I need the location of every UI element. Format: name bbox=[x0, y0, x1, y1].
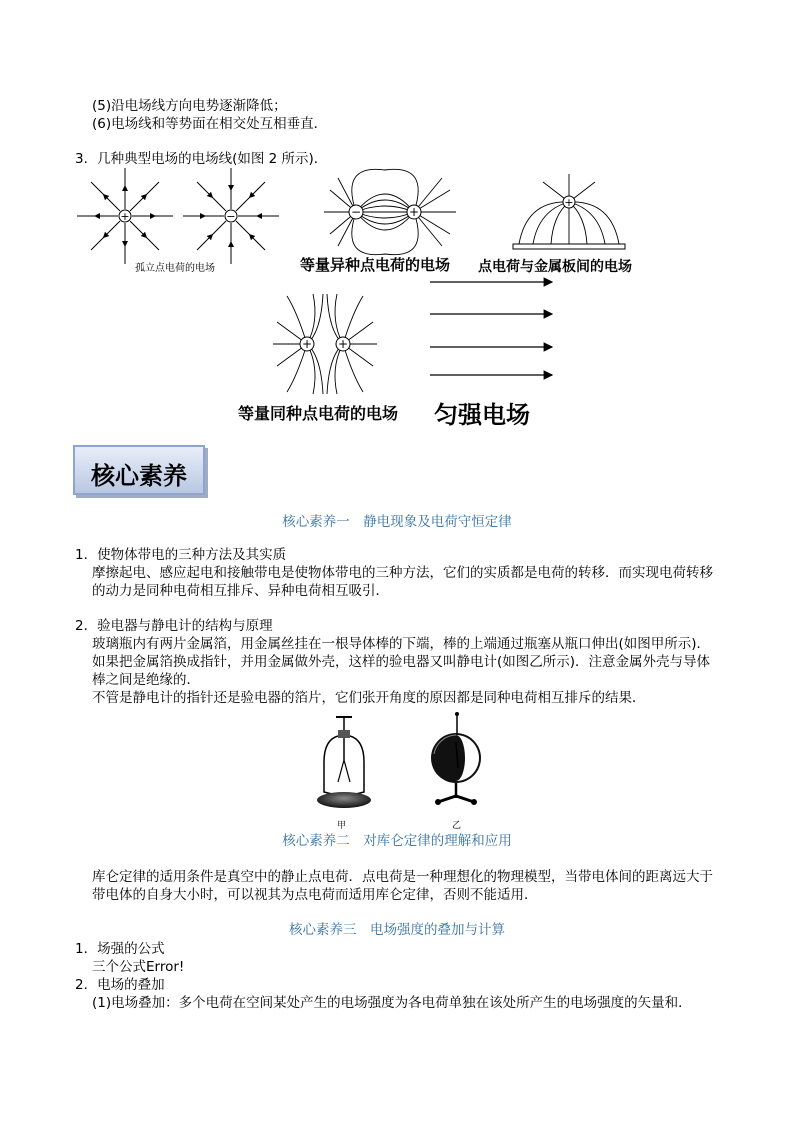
s1-item2-body2: 不管是静电计的指针还是验电器的箔片，它们张开角度的原因都是同种电荷相互排斥的结果． bbox=[92, 690, 646, 706]
caption-opposite: 等量异种点电荷的电场 bbox=[300, 256, 451, 274]
s3-item2-title: 2．电场的叠加 bbox=[75, 977, 165, 993]
dipole-minus-label: − bbox=[350, 205, 362, 219]
banner-title: 核心素养 bbox=[91, 461, 187, 490]
label-jia: 甲 bbox=[337, 821, 347, 831]
s1-item1-title: 1．使物体带电的三种方法及其实质 bbox=[75, 547, 287, 563]
caption-isolated: 孤立点电荷的电场 bbox=[135, 263, 215, 274]
section1-heading: 核心素养一 静电现象及电荷守恒定律 bbox=[282, 514, 512, 530]
dipole-plus-label: + bbox=[408, 205, 420, 219]
charge-plate-field-diagram bbox=[513, 170, 625, 250]
electrometer-diagram bbox=[424, 712, 488, 812]
charge-minus-label: − bbox=[226, 210, 236, 223]
plate-charge-plus-label: + bbox=[564, 196, 574, 209]
s1-item2-title: 2．验电器与静电计的结构与原理 bbox=[75, 618, 273, 634]
s1-item1-body: 摩擦起电、感应起电和接触带电是使物体带电的三种方法，它们的实质都是电荷的转移．而实现电荷转移的动力是同种电荷相互排斥、异种电荷相互吸引． bbox=[92, 565, 713, 599]
s3-item1-title: 1．场强的公式 bbox=[75, 941, 165, 957]
s1-item2-body: 玻璃瓶内有两片金属箔，用金属丝挂在一根导体棒的下端，棒的上端通过瓶塞从瓶口伸出(如图甲所示)．如果把金属箔换成指针，并用金属做外壳，这样的验电器又叫静电计(如图乙所示)．注意金属外壳与导体棒之间是绝缘的． bbox=[92, 636, 711, 688]
charge-plus-label: + bbox=[120, 210, 130, 223]
uniform-field-diagram bbox=[430, 276, 560, 376]
isolated-positive-charge-diagram bbox=[75, 166, 175, 266]
text-line-6: (6)电场线和等势面在相交处互相垂直． bbox=[92, 116, 328, 132]
same-charges-field-diagram bbox=[269, 292, 381, 396]
s3-item1-body: 三个公式Error! bbox=[92, 959, 185, 975]
s2-body: 库仑定律的适用条件是真空中的静止点电荷．点电荷是一种理想化的物理模型，当带电体间的距离远大于带电体的自身大小时，可以视其为点电荷而适用库仑定律，否则不能适用． bbox=[92, 869, 713, 903]
caption-uniform: 匀强电场 bbox=[434, 401, 530, 429]
caption-same: 等量同种点电荷的电场 bbox=[238, 404, 399, 423]
core-literacy-banner bbox=[73, 445, 205, 495]
text-line-5: (5)沿电场线方向电势逐渐降低； bbox=[92, 98, 287, 114]
section3-heading: 核心素养三 电场强度的叠加与计算 bbox=[289, 922, 505, 938]
same-plus-left-label: + bbox=[301, 337, 313, 351]
electroscope-diagram bbox=[314, 714, 374, 810]
label-yi: 乙 bbox=[452, 821, 462, 831]
caption-plate: 点电荷与金属板间的电场 bbox=[478, 259, 632, 275]
opposite-charges-field-diagram bbox=[320, 172, 460, 252]
same-plus-right-label: + bbox=[337, 337, 349, 351]
section2-heading: 核心素养二 对库仑定律的理解和应用 bbox=[282, 833, 512, 849]
isolated-negative-charge-diagram bbox=[181, 166, 281, 266]
text-line-3: 3．几种典型电场的电场线(如图 2 所示)． bbox=[75, 151, 328, 167]
s3-item2-body: (1)电场叠加：多个电荷在空间某处产生的电场强度为各电荷单独在该处所产生的电场强度的矢量和． bbox=[92, 995, 692, 1011]
